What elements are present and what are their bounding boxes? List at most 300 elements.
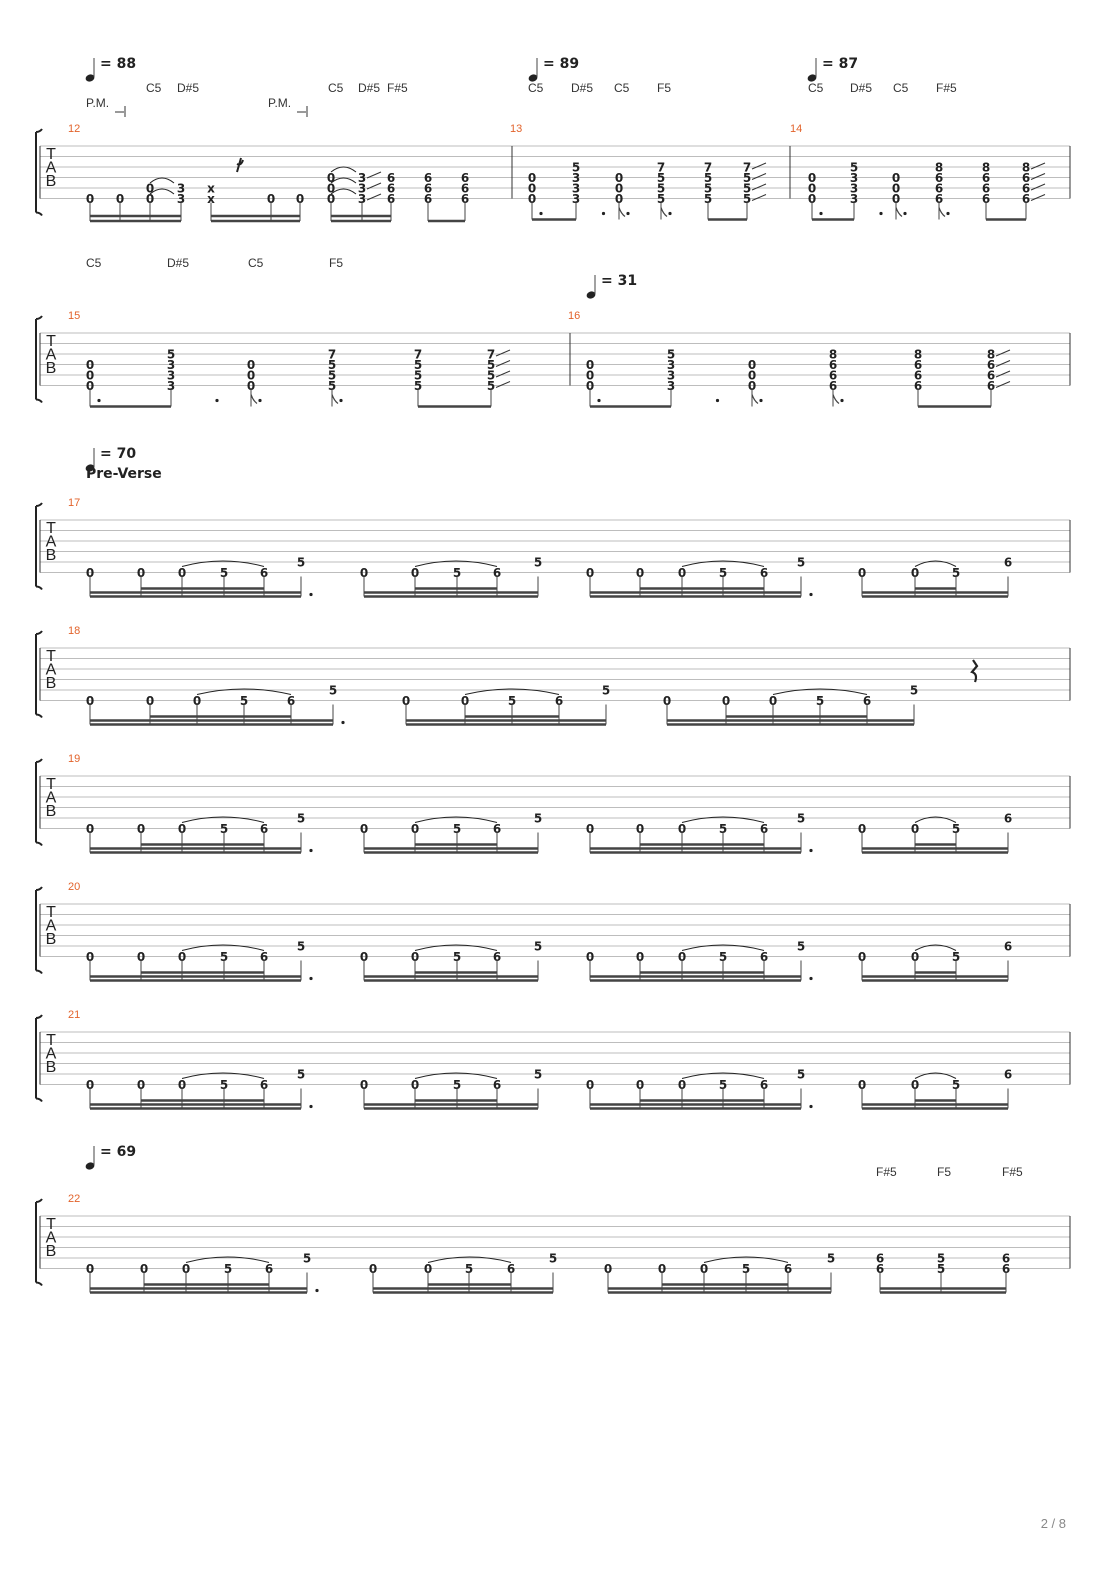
- fret-number: 3: [849, 192, 859, 206]
- fret-number: 5: [464, 1262, 474, 1276]
- fret-number: 6: [1003, 939, 1013, 954]
- fret-number: 5: [656, 192, 666, 206]
- fret-number: 5: [601, 683, 611, 698]
- fret-number: 0: [585, 1078, 595, 1092]
- fret-number: 5: [533, 811, 543, 826]
- slide: [1031, 195, 1045, 201]
- fret-number: 0: [747, 368, 757, 383]
- fret-number: 5: [741, 1262, 751, 1276]
- fret-number: 3: [357, 181, 367, 196]
- rhythm-dot: [809, 1105, 812, 1108]
- tempo-value: 89: [559, 56, 580, 72]
- fret-number: 5: [718, 566, 728, 580]
- fret-number: 5: [219, 950, 229, 964]
- fret-number: 3: [166, 358, 176, 372]
- fret-number: 3: [176, 192, 186, 206]
- fret-number: 6: [913, 368, 923, 383]
- slide: [752, 195, 766, 201]
- tab-clef-letter: T: [46, 333, 56, 350]
- fret-number: 6: [460, 181, 470, 196]
- fret-number: 0: [585, 950, 595, 964]
- fret-number: 0: [401, 694, 411, 708]
- fret-number: 5: [718, 1078, 728, 1092]
- fret-number: 0: [910, 950, 920, 964]
- fret-number: 0: [85, 694, 95, 708]
- tempo-marking: = 89: [543, 56, 580, 72]
- quarter-rest: [972, 660, 977, 682]
- fret-number: 6: [264, 1262, 274, 1276]
- chord-name: D#5: [167, 256, 190, 270]
- fret-number: 5: [452, 566, 462, 580]
- fret-number: 0: [891, 181, 901, 196]
- measure-number: 12: [68, 123, 81, 135]
- fret-number: 6: [875, 1251, 885, 1266]
- chord-name: F#5: [876, 1165, 897, 1179]
- fret-number: 0: [359, 1078, 369, 1092]
- fret-number: 3: [357, 171, 367, 185]
- note-flag: [661, 208, 667, 217]
- fret-number: 6: [1021, 171, 1031, 185]
- fret-number: 0: [326, 181, 336, 196]
- fret-number: 0: [857, 1078, 867, 1092]
- fret-number: 6: [460, 171, 470, 185]
- measure-number: 16: [568, 310, 581, 322]
- fret-number: 5: [486, 368, 496, 383]
- dead-note: x: [207, 192, 215, 206]
- fret-number: 0: [85, 822, 95, 836]
- rhythm-dot: [339, 399, 342, 402]
- fret-number: 0: [910, 822, 920, 836]
- fret-number: 6: [492, 822, 502, 836]
- measure-number: 15: [68, 310, 81, 322]
- note-flag: [896, 208, 902, 217]
- tab-clef-letter: T: [46, 648, 56, 665]
- rhythm-dot: [539, 212, 542, 215]
- fret-number: 6: [259, 1078, 269, 1092]
- fret-number: 6: [828, 368, 838, 383]
- tab-clef-letter: T: [46, 776, 56, 793]
- fret-number: 6: [1003, 555, 1013, 570]
- sixteenth-rest: [237, 158, 243, 172]
- fret-number: 6: [492, 950, 502, 964]
- fret-number: 6: [1001, 1251, 1011, 1266]
- measure-number: 20: [68, 881, 81, 893]
- fret-number: 0: [115, 192, 125, 206]
- fret-number: 5: [296, 555, 306, 570]
- fret-number: 0: [181, 1262, 191, 1276]
- fret-number: 0: [136, 950, 146, 964]
- fret-number: 5: [571, 160, 581, 175]
- fret-number: 6: [386, 192, 396, 206]
- fret-number: 3: [849, 181, 859, 196]
- fret-number: 3: [666, 358, 676, 372]
- fret-number: 6: [1021, 181, 1031, 196]
- chord-name: F5: [937, 1165, 952, 1179]
- tempo-marking: = 69: [100, 1144, 137, 1160]
- rhythm-dot: [315, 1289, 318, 1292]
- fret-number: 5: [742, 181, 752, 196]
- system-bracket: [36, 1199, 42, 1286]
- fret-number: 5: [533, 1067, 543, 1082]
- slide: [752, 184, 766, 190]
- chord-name: D#5: [358, 81, 381, 95]
- fret-number: 0: [585, 358, 595, 372]
- fret-number: 7: [486, 347, 496, 362]
- tempo-marking: = 87: [822, 56, 859, 72]
- tab-clef-letter: B: [45, 803, 57, 820]
- fret-number: 5: [656, 171, 666, 185]
- fret-number: 7: [327, 347, 337, 362]
- chord-name: D#5: [571, 81, 594, 95]
- fret-number: 6: [759, 822, 769, 836]
- dead-note: x: [207, 181, 215, 196]
- tab-clef-letter: B: [45, 1243, 57, 1260]
- fret-number: 6: [759, 1078, 769, 1092]
- chord-name: C5: [328, 81, 344, 95]
- fret-number: 6: [1021, 192, 1031, 206]
- fret-number: 5: [666, 347, 676, 362]
- fret-number: 3: [849, 171, 859, 185]
- rhythm-dot: [309, 849, 312, 852]
- note-flag: [619, 208, 625, 217]
- fret-number: 8: [913, 347, 923, 362]
- tempo-value: 70: [116, 446, 137, 462]
- fret-number: 0: [145, 181, 155, 196]
- fret-number: 0: [246, 368, 256, 383]
- fret-number: 3: [666, 379, 676, 393]
- rhythm-dot: [819, 212, 822, 215]
- fret-number: 6: [460, 192, 470, 206]
- tab-clef-letter: T: [46, 1032, 56, 1049]
- fret-number: 6: [981, 171, 991, 185]
- fret-number: 3: [176, 181, 186, 196]
- fret-number: 0: [177, 566, 187, 580]
- slide: [1031, 184, 1045, 190]
- fret-number: 0: [677, 950, 687, 964]
- slide: [496, 350, 510, 356]
- fret-number: 6: [934, 171, 944, 185]
- tab-clef-letter: T: [46, 904, 56, 921]
- slide: [996, 382, 1010, 388]
- fret-number: 6: [554, 694, 564, 708]
- fret-number: 0: [527, 192, 537, 206]
- fret-number: 0: [326, 171, 336, 185]
- tab-clef-letter: T: [46, 146, 56, 163]
- fret-number: 0: [295, 192, 305, 206]
- fret-number: 6: [828, 358, 838, 372]
- fret-number: 5: [219, 822, 229, 836]
- tab-clef-letter: B: [45, 675, 57, 692]
- fret-number: 0: [662, 694, 672, 708]
- fret-number: 6: [981, 192, 991, 206]
- fret-number: 5: [742, 192, 752, 206]
- fret-number: 0: [145, 694, 155, 708]
- tempo-marking: = 70: [100, 446, 137, 462]
- fret-number: 5: [796, 939, 806, 954]
- chord-name: C5: [248, 256, 264, 270]
- fret-number: 6: [913, 358, 923, 372]
- slide: [752, 174, 766, 180]
- measure-number: 14: [790, 123, 803, 135]
- system-bracket: [36, 631, 42, 718]
- fret-number: 0: [326, 192, 336, 206]
- fret-number: 6: [286, 694, 296, 708]
- palm-mute-label: P.M.: [268, 96, 292, 110]
- fret-number: 8: [986, 347, 996, 362]
- tempo-value: 87: [838, 56, 859, 72]
- fret-number: 6: [981, 181, 991, 196]
- rhythm-dot: [97, 399, 100, 402]
- fret-number: 5: [703, 171, 713, 185]
- rhythm-dot: [258, 399, 261, 402]
- fret-number: 5: [296, 939, 306, 954]
- fret-number: 6: [1001, 1262, 1011, 1276]
- fret-number: 0: [527, 181, 537, 196]
- fret-number: 0: [910, 566, 920, 580]
- fret-number: 0: [614, 181, 624, 196]
- fret-number: 6: [986, 358, 996, 372]
- chord-name: F5: [657, 81, 672, 95]
- fret-number: 3: [666, 368, 676, 383]
- fret-number: 0: [657, 1262, 667, 1276]
- rhythm-dot: [597, 399, 600, 402]
- fret-number: 0: [910, 1078, 920, 1092]
- fret-number: 5: [796, 811, 806, 826]
- fret-number: 0: [85, 368, 95, 383]
- fret-number: 5: [533, 555, 543, 570]
- fret-number: 0: [85, 566, 95, 580]
- chord-name: C5: [893, 81, 909, 95]
- chord-name: C5: [528, 81, 544, 95]
- chord-name: D#5: [850, 81, 873, 95]
- note-flag: [332, 395, 338, 404]
- fret-number: 0: [677, 1078, 687, 1092]
- system-bracket: [36, 316, 42, 403]
- fret-number: 0: [747, 379, 757, 393]
- measure-number: 13: [510, 123, 523, 135]
- slide: [1031, 174, 1045, 180]
- fret-number: 5: [328, 683, 338, 698]
- fret-number: 3: [166, 368, 176, 383]
- fret-number: 0: [460, 694, 470, 708]
- tempo-value: 69: [116, 1144, 137, 1160]
- measure-number: 21: [68, 1009, 81, 1021]
- fret-number: 0: [246, 379, 256, 393]
- staff-system: [36, 631, 1070, 718]
- tab-clef-letter: A: [45, 1045, 57, 1063]
- tab-clef-letter: A: [45, 1229, 57, 1247]
- tab-clef-letter: B: [45, 173, 57, 190]
- slide: [1031, 163, 1045, 169]
- fret-number: 6: [506, 1262, 516, 1276]
- rhythm-dot: [759, 399, 762, 402]
- measure-number: 19: [68, 753, 81, 765]
- fret-number: 8: [828, 347, 838, 362]
- fret-number: 6: [934, 192, 944, 206]
- fret-number: 5: [486, 358, 496, 372]
- tab-clef-letter: A: [45, 346, 57, 364]
- fret-number: 6: [986, 368, 996, 383]
- slide: [496, 361, 510, 367]
- fret-number: 0: [891, 192, 901, 206]
- fret-number: 0: [410, 950, 420, 964]
- chord-name: C5: [146, 81, 162, 95]
- system-bracket: [36, 1015, 42, 1102]
- fret-number: 5: [223, 1262, 233, 1276]
- chord-name: C5: [86, 256, 102, 270]
- fret-number: 0: [368, 1262, 378, 1276]
- fret-number: 3: [571, 171, 581, 185]
- note-flag: [939, 208, 945, 217]
- fret-number: 8: [1021, 160, 1031, 175]
- rhythm-dot: [840, 399, 843, 402]
- fret-number: 5: [302, 1251, 312, 1266]
- fret-number: 0: [423, 1262, 433, 1276]
- rhythm-dot: [809, 977, 812, 980]
- fret-number: 3: [571, 181, 581, 196]
- fret-number: 0: [359, 950, 369, 964]
- tempo-value: 88: [116, 56, 137, 72]
- fret-number: 6: [259, 566, 269, 580]
- slide: [496, 371, 510, 377]
- rhythm-dot: [903, 212, 906, 215]
- fret-number: 6: [423, 181, 433, 196]
- tab-clef-letter: B: [45, 1059, 57, 1076]
- tempo-value: 31: [617, 273, 638, 289]
- tempo-marking: = 31: [601, 273, 638, 289]
- tab-clef-letter: A: [45, 789, 57, 807]
- fret-number: 6: [986, 379, 996, 393]
- fret-number: 6: [913, 379, 923, 393]
- fret-number: 0: [891, 171, 901, 185]
- fret-number: 5: [951, 822, 961, 836]
- system-bracket: [36, 129, 42, 216]
- fret-number: 0: [85, 950, 95, 964]
- fret-number: 6: [423, 192, 433, 206]
- fret-number: 0: [635, 950, 645, 964]
- fret-number: 5: [296, 1067, 306, 1082]
- fret-number: 5: [936, 1262, 946, 1276]
- fret-number: 0: [527, 171, 537, 185]
- fret-number: 8: [981, 160, 991, 175]
- fret-number: 0: [603, 1262, 613, 1276]
- fret-number: 7: [703, 160, 713, 175]
- fret-number: 5: [486, 379, 496, 393]
- fret-number: 0: [699, 1262, 709, 1276]
- rhythm-dot: [309, 977, 312, 980]
- rhythm-dot: [879, 212, 882, 215]
- fret-number: 5: [826, 1251, 836, 1266]
- fret-number: 6: [1003, 1067, 1013, 1082]
- fret-number: 0: [677, 822, 687, 836]
- fret-number: 5: [327, 368, 337, 383]
- system-bracket: [36, 759, 42, 846]
- fret-number: 0: [136, 1078, 146, 1092]
- fret-number: 0: [768, 694, 778, 708]
- fret-number: 3: [571, 192, 581, 206]
- fret-number: 5: [413, 379, 423, 393]
- system-bracket: [36, 887, 42, 974]
- fret-number: 0: [635, 566, 645, 580]
- tab-clef-letter: B: [45, 931, 57, 948]
- fret-number: 0: [410, 1078, 420, 1092]
- fret-number: 6: [259, 950, 269, 964]
- section-label: Pre-Verse: [86, 466, 162, 482]
- rhythm-dot: [626, 212, 629, 215]
- fret-number: 5: [656, 181, 666, 196]
- fret-number: 0: [857, 566, 867, 580]
- tab-clef-letter: B: [45, 360, 57, 377]
- rhythm-dot: [716, 399, 719, 402]
- tempo-marking: = 88: [100, 56, 137, 72]
- note-flag: [251, 395, 257, 404]
- fret-number: 5: [413, 358, 423, 372]
- chord-name: F#5: [1002, 1165, 1023, 1179]
- fret-number: 0: [246, 358, 256, 372]
- fret-number: 5: [452, 822, 462, 836]
- fret-number: 0: [266, 192, 276, 206]
- fret-number: 0: [857, 950, 867, 964]
- rhythm-dot: [809, 849, 812, 852]
- fret-number: 7: [656, 160, 666, 175]
- fret-number: 5: [239, 694, 249, 708]
- fret-number: 5: [413, 368, 423, 383]
- fret-number: 0: [410, 822, 420, 836]
- palm-mute-label: P.M.: [86, 96, 110, 110]
- fret-number: 5: [327, 379, 337, 393]
- tab-clef-letter: T: [46, 1216, 56, 1233]
- fret-number: 5: [936, 1251, 946, 1266]
- fret-number: 0: [85, 192, 95, 206]
- fret-number: 6: [759, 566, 769, 580]
- fret-number: 0: [177, 1078, 187, 1092]
- fret-number: 5: [327, 358, 337, 372]
- fret-number: 0: [85, 1078, 95, 1092]
- fret-number: 3: [166, 379, 176, 393]
- chord-name: F#5: [387, 81, 408, 95]
- fret-number: 7: [742, 160, 752, 175]
- fret-number: 5: [796, 1067, 806, 1082]
- fret-number: 5: [296, 811, 306, 826]
- fret-number: 5: [815, 694, 825, 708]
- fret-number: 0: [677, 566, 687, 580]
- fret-number: 5: [742, 171, 752, 185]
- tab-clef-letter: A: [45, 917, 57, 935]
- fret-number: 5: [849, 160, 859, 175]
- slide: [996, 361, 1010, 367]
- fret-number: 5: [219, 1078, 229, 1092]
- tab-clef-letter: B: [45, 547, 57, 564]
- tab-clef-letter: A: [45, 661, 57, 679]
- fret-number: 6: [423, 171, 433, 185]
- rhythm-dot: [668, 212, 671, 215]
- fret-number: 0: [359, 822, 369, 836]
- fret-number: 0: [136, 822, 146, 836]
- fret-number: 0: [177, 950, 187, 964]
- fret-number: 0: [410, 566, 420, 580]
- fret-number: 6: [1003, 811, 1013, 826]
- tab-clef-letter: A: [45, 159, 57, 177]
- measure-number: 22: [68, 1193, 81, 1205]
- fret-number: 5: [703, 181, 713, 196]
- fret-number: 8: [934, 160, 944, 175]
- chord-name: C5: [808, 81, 824, 95]
- fret-number: 0: [721, 694, 731, 708]
- fret-number: 0: [145, 192, 155, 206]
- fret-number: 5: [796, 555, 806, 570]
- fret-number: 0: [177, 822, 187, 836]
- chord-name: D#5: [177, 81, 200, 95]
